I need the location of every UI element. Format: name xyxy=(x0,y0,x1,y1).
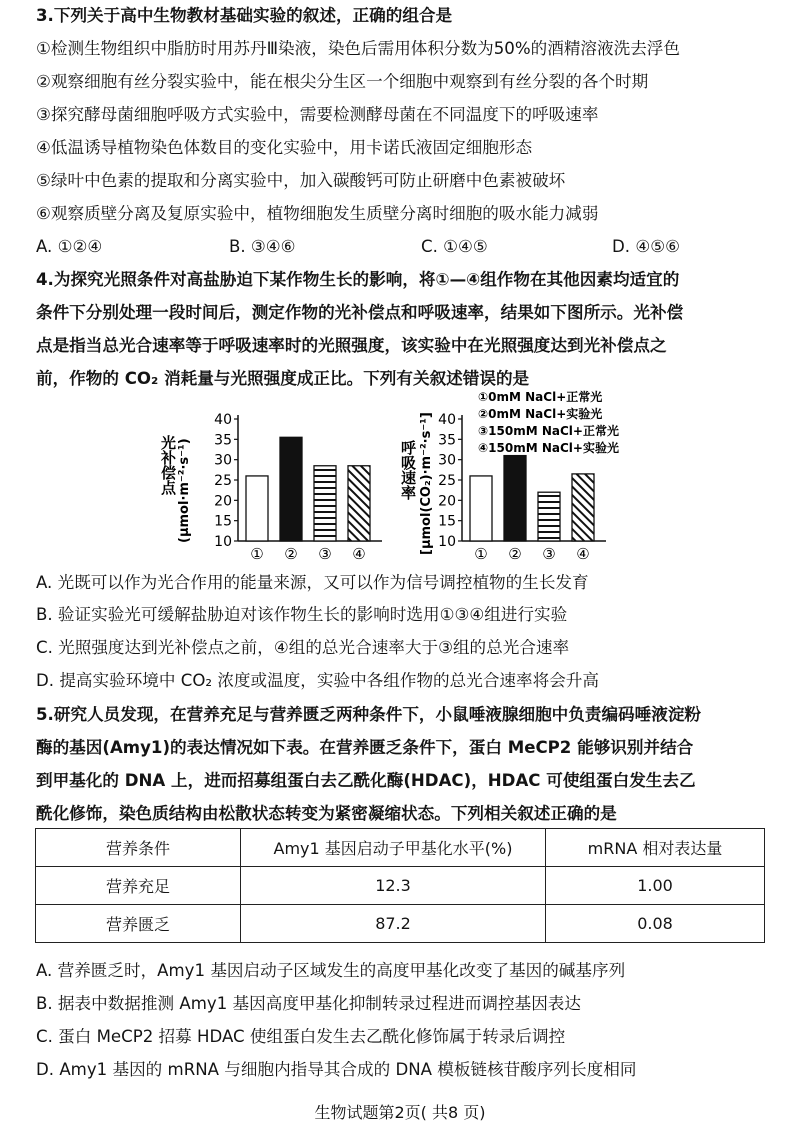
q5-option-a: A. 营养匮乏时，Amy1 基因启动子区域发生的高度甲基化改变了基因的碱基序列 xyxy=(36,961,626,980)
q4-stem-line-4: 前，作物的 CO₂ 消耗量与光照强度成正比。下列有关叙述错误的是 xyxy=(36,369,530,388)
chart2-ylabel-cn: 呼吸速率 xyxy=(399,440,417,500)
y-tick-label: 35 xyxy=(214,432,232,449)
q4-option-b: B. 验证实验光可缓解盐胁迫对该作物生长的影响时选用①③④组进行实验 xyxy=(36,605,568,624)
respiration-rate-chart xyxy=(390,385,770,565)
q5-stem-line-1 xyxy=(36,704,701,726)
chart2-ylabel-unit: [μmol(CO₂)·m⁻²·s⁻¹] xyxy=(419,412,434,555)
x-tick-label: ④ xyxy=(352,545,366,563)
legend-item-1: ①0mM NaCl+正常光 xyxy=(478,390,603,404)
q5-option-d: D. Amy1 基因的 mRNA 与细胞内指导其合成的 DNA 模板链核苷酸序列长度相同 xyxy=(36,1060,637,1079)
table-cell: 12.3 xyxy=(241,867,546,905)
table-cell: 87.2 xyxy=(241,905,546,943)
y-tick-label: 15 xyxy=(214,513,232,530)
q3-stem-text: 下列关于高中生物教材基础实验的叙述，正确的组合是 xyxy=(53,6,453,25)
y-tick-label: 20 xyxy=(438,493,456,510)
y-tick-label: 30 xyxy=(214,452,232,469)
table-cell: 0.08 xyxy=(546,905,765,943)
amy1-table xyxy=(35,828,765,943)
q3-option-b: B. ③④⑥ xyxy=(229,237,296,256)
chart1-ylabel-cn: 光补偿点 xyxy=(159,435,177,495)
x-tick-label: ④ xyxy=(576,545,590,563)
y-tick-label: 35 xyxy=(438,432,456,449)
q3-stem xyxy=(36,5,452,27)
q3-number: 3. xyxy=(36,6,54,25)
x-tick-label: ① xyxy=(474,545,488,563)
table-header-cell: 营养条件 xyxy=(36,829,241,867)
q4-option-d: D. 提高实验环境中 CO₂ 浓度或温度，实验中各组作物的总光合速率将会升高 xyxy=(36,671,599,690)
bar-4 xyxy=(572,474,594,541)
bar-3 xyxy=(314,466,336,541)
q3-item-1: ①检测生物组织中脂肪时用苏丹Ⅲ染液，染色后需用体积分数为50%的酒精溶液洗去浮色 xyxy=(36,39,680,58)
q3-option-a: A. ①②④ xyxy=(36,237,103,256)
q5-stem-line-3: 到甲基化的 DNA 上，进而招募组蛋白去乙酰化酶(HDAC)，HDAC 可使组蛋白发生去乙 xyxy=(36,771,696,790)
x-tick-label: ① xyxy=(250,545,264,563)
q3-item-3: ③探究酵母菌细胞呼吸方式实验中，需要检测酵母菌在不同温度下的呼吸速率 xyxy=(36,105,599,124)
y-tick-label: 15 xyxy=(438,513,456,530)
q5-stem-line-4: 酰化修饰，染色质结构由松散状态转变为紧密凝缩状态。下列相关叙述正确的是 xyxy=(36,804,617,823)
legend-item-4: ④150mM NaCl+实验光 xyxy=(478,441,619,455)
y-tick-label: 20 xyxy=(214,493,232,510)
q3-item-2: ②观察细胞有丝分裂实验中，能在根尖分生区一个细胞中观察到有丝分裂的各个时期 xyxy=(36,72,649,91)
q4-option-c: C. 光照强度达到光补偿点之前，④组的总光合速率大于③组的总光合速率 xyxy=(36,638,570,657)
q5-number: 5. xyxy=(36,705,54,724)
y-tick-label: 30 xyxy=(438,452,456,469)
table-row xyxy=(36,867,765,905)
q5-option-c: C. 蛋白 MeCP2 招募 HDAC 使组蛋白发生去乙酰化修饰属于转录后调控 xyxy=(36,1027,566,1046)
q3-option-d: D. ④⑤⑥ xyxy=(612,237,680,256)
y-tick-label: 10 xyxy=(214,534,232,550)
q5-stem-line-2: 酶的基因(Amy1)的表达情况如下表。在营养匮乏条件下，蛋白 MeCP2 能够识别并结合 xyxy=(36,738,694,757)
q4-stem-line-1 xyxy=(36,269,679,291)
table-cell: 1.00 xyxy=(546,867,765,905)
bar-3 xyxy=(538,492,560,541)
q5-stem-line-1-text: 研究人员发现，在营养充足与营养匮乏两种条件下，小鼠唾液腺细胞中负责编码唾液淀粉 xyxy=(53,705,702,724)
x-tick-label: ② xyxy=(508,545,522,563)
legend-item-2: ②0mM NaCl+实验光 xyxy=(478,407,603,421)
table-header-row xyxy=(36,829,765,867)
light-compensation-chart xyxy=(150,395,390,565)
bar-2 xyxy=(504,456,526,541)
q3-item-6: ⑥观察质壁分离及复原实验中，植物细胞发生质壁分离时细胞的吸水能力减弱 xyxy=(36,204,599,223)
chart2-legend xyxy=(478,389,619,455)
y-tick-label: 25 xyxy=(214,473,232,489)
page-footer: 生物试题第2页( 共8 页) xyxy=(314,1103,486,1122)
table-header-cell: Amy1 基因启动子甲基化水平(%) xyxy=(241,829,546,867)
x-tick-label: ③ xyxy=(542,545,556,563)
y-tick-label: 10 xyxy=(438,534,456,550)
chart1-ylabel-unit: (μmol·m⁻²·s⁻¹) xyxy=(177,438,192,543)
legend-item-3: ③150mM NaCl+正常光 xyxy=(478,424,619,438)
bar-4 xyxy=(348,466,370,541)
table-cell: 营养匮乏 xyxy=(36,905,241,943)
q3-option-c: C. ①④⑤ xyxy=(421,237,488,256)
q4-stem-line-1-text: 为探究光照条件对高盐胁迫下某作物生长的影响，将①—④组作物在其他因素均适宜的 xyxy=(53,270,680,289)
q3-item-4: ④低温诱导植物染色体数目的变化实验中，用卡诺氏液固定细胞形态 xyxy=(36,138,533,157)
y-tick-label: 40 xyxy=(214,412,232,428)
y-tick-label: 40 xyxy=(438,412,456,428)
q4-stem-line-2: 条件下分别处理一段时间后，测定作物的光补偿点和呼吸速率，结果如下图所示。光补偿 xyxy=(36,303,684,322)
bar-1 xyxy=(246,476,268,541)
table-header-cell: mRNA 相对表达量 xyxy=(546,829,765,867)
q4-stem-line-3: 点是指当总光合速率等于呼吸速率时的光照强度，该实验中在光照强度达到光补偿点之 xyxy=(36,336,667,355)
bar-2 xyxy=(280,437,302,541)
q4-option-a: A. 光既可以作为光合作用的能量来源，又可以作为信号调控植物的生长发育 xyxy=(36,573,589,592)
table-cell: 营养充足 xyxy=(36,867,241,905)
table-row xyxy=(36,905,765,943)
q3-item-5: ⑤绿叶中色素的提取和分离实验中，加入碳酸钙可防止研磨中色素被破坏 xyxy=(36,171,566,190)
y-tick-label: 25 xyxy=(438,473,456,489)
q4-number: 4. xyxy=(36,270,54,289)
x-tick-label: ③ xyxy=(318,545,332,563)
q5-option-b: B. 据表中数据推测 Amy1 基因高度甲基化抑制转录过程进而调控基因表达 xyxy=(36,994,581,1013)
bar-1 xyxy=(470,476,492,541)
x-tick-label: ② xyxy=(284,545,298,563)
